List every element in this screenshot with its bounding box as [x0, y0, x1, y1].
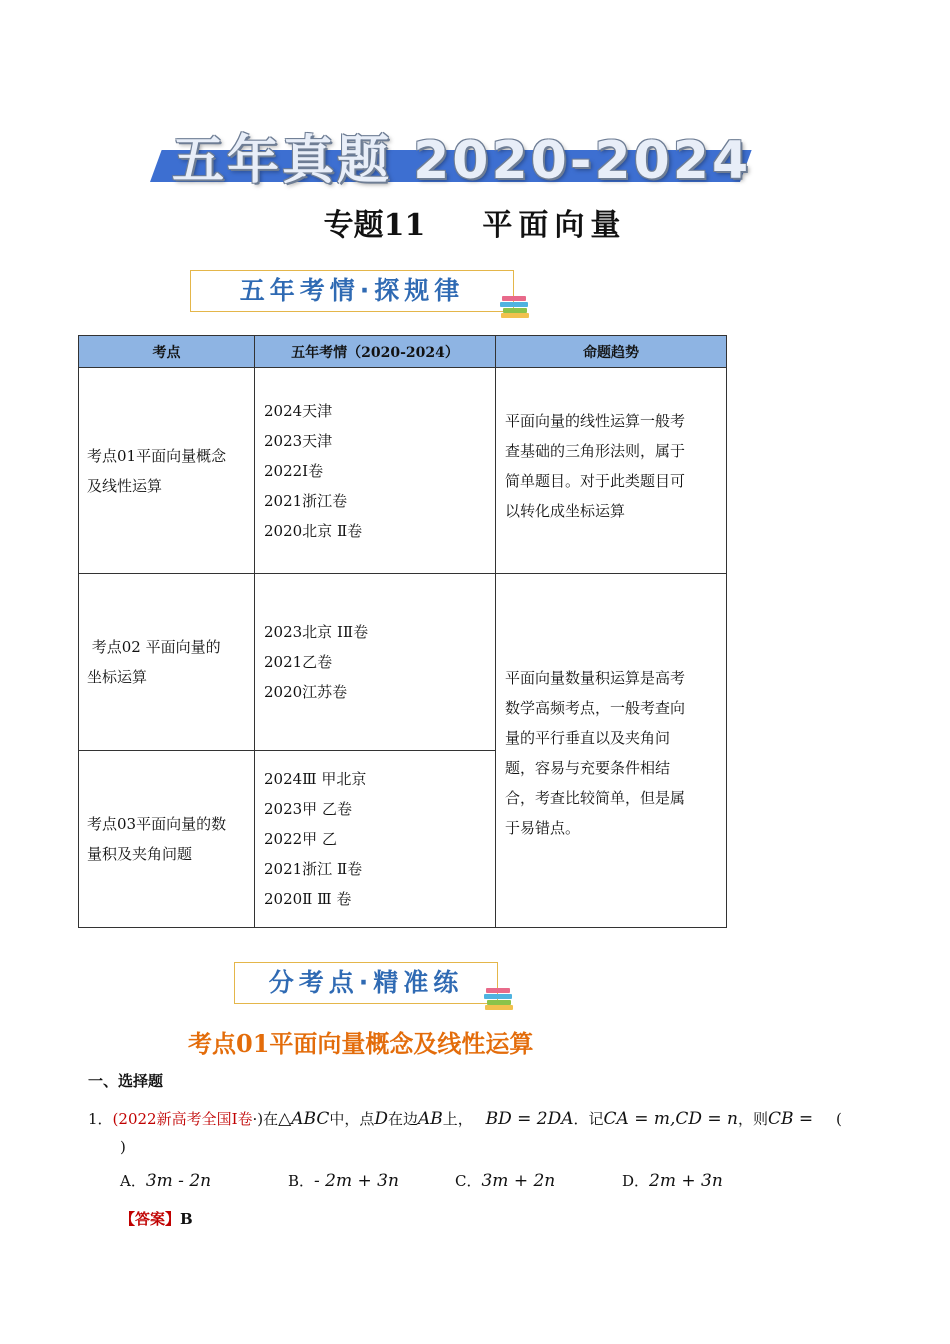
table-header-row — [79, 336, 727, 368]
years-cell: 2024Ⅲ 甲北京 2023甲 乙卷 2022甲 乙 2021浙江 Ⅱ卷 2020Ⅱ Ⅲ 卷 — [255, 751, 496, 928]
table-header: 命题趋势 — [496, 336, 727, 368]
table-row — [79, 574, 727, 751]
trend-cell: 平面向量的线性运算一般考 查基础的三角形法则，属于 简单题目。对于此类题目可 以转化成坐标运算 — [496, 368, 727, 574]
question-source: 2022新高考全国I卷 — [118, 1110, 253, 1128]
chapter-topic: 平面向量 — [482, 208, 627, 243]
equation: CA = m,CD = n — [603, 1109, 738, 1129]
banner-title: 五年真题 2020-2024 — [172, 131, 752, 191]
options-row — [120, 1170, 820, 1196]
question-number: 1． — [88, 1110, 113, 1128]
trend-table — [78, 335, 727, 928]
years-cell: 2024天津 2023天津 2022I卷 2021浙江卷 2020北京 Ⅱ卷 — [255, 368, 496, 574]
option-d[interactable]: D．2m + 3n — [622, 1171, 723, 1191]
answer-label: 【答案】 — [120, 1210, 181, 1228]
books-icon — [500, 296, 530, 318]
chapter-subtitle — [0, 200, 950, 244]
table-header: 五年考情（2020-2024） — [255, 336, 496, 368]
point-title: 考点01平面向量概念及线性运算 — [188, 1029, 534, 1058]
answer — [120, 1208, 193, 1229]
table-row — [79, 368, 727, 574]
section-label-practice: 分考点·精准练 — [234, 962, 498, 1004]
answer-value: B — [180, 1210, 193, 1228]
topic-cell: 考点01平面向量概念 及线性运算 — [79, 368, 255, 574]
option-b[interactable]: B．- 2m + 3n — [288, 1171, 399, 1191]
title-banner — [150, 116, 752, 191]
equation: CB = — [768, 1109, 814, 1129]
years-cell: 2023北京 ⅠⅡ卷 2021乙卷 2020江苏卷 — [255, 574, 496, 751]
question-paren-close: ) — [120, 1138, 126, 1156]
trend-cell: 平面向量数量积运算是高考 数学高频考点，一般考查向 量的平行垂直以及夹角问 题，容易与充要条件相结 合，考查比较简单，但是属 于易错点。 — [496, 574, 727, 928]
chapter-number: 专题11 — [323, 208, 426, 243]
section-heading: 一、选择题 — [88, 1072, 164, 1090]
option-a[interactable]: A．3m - 2n — [120, 1171, 212, 1191]
question-1: 1．(2022新高考全国I卷·)在△ABC中，点D在边AB上， BD = 2DA．记CA = m,CD = n，则CB = ( — [88, 1109, 842, 1129]
section-label-trends: 五年考情·探规律 — [190, 270, 514, 312]
equation: BD = 2DA — [485, 1109, 574, 1129]
topic-cell: 考点02 平面向量的 坐标运算 — [79, 574, 255, 751]
topic-cell: 考点03平面向量的数 量积及夹角问题 — [79, 751, 255, 928]
books-icon — [484, 988, 514, 1010]
option-c[interactable]: C．3m + 2n — [455, 1171, 556, 1191]
table-header: 考点 — [79, 336, 255, 368]
